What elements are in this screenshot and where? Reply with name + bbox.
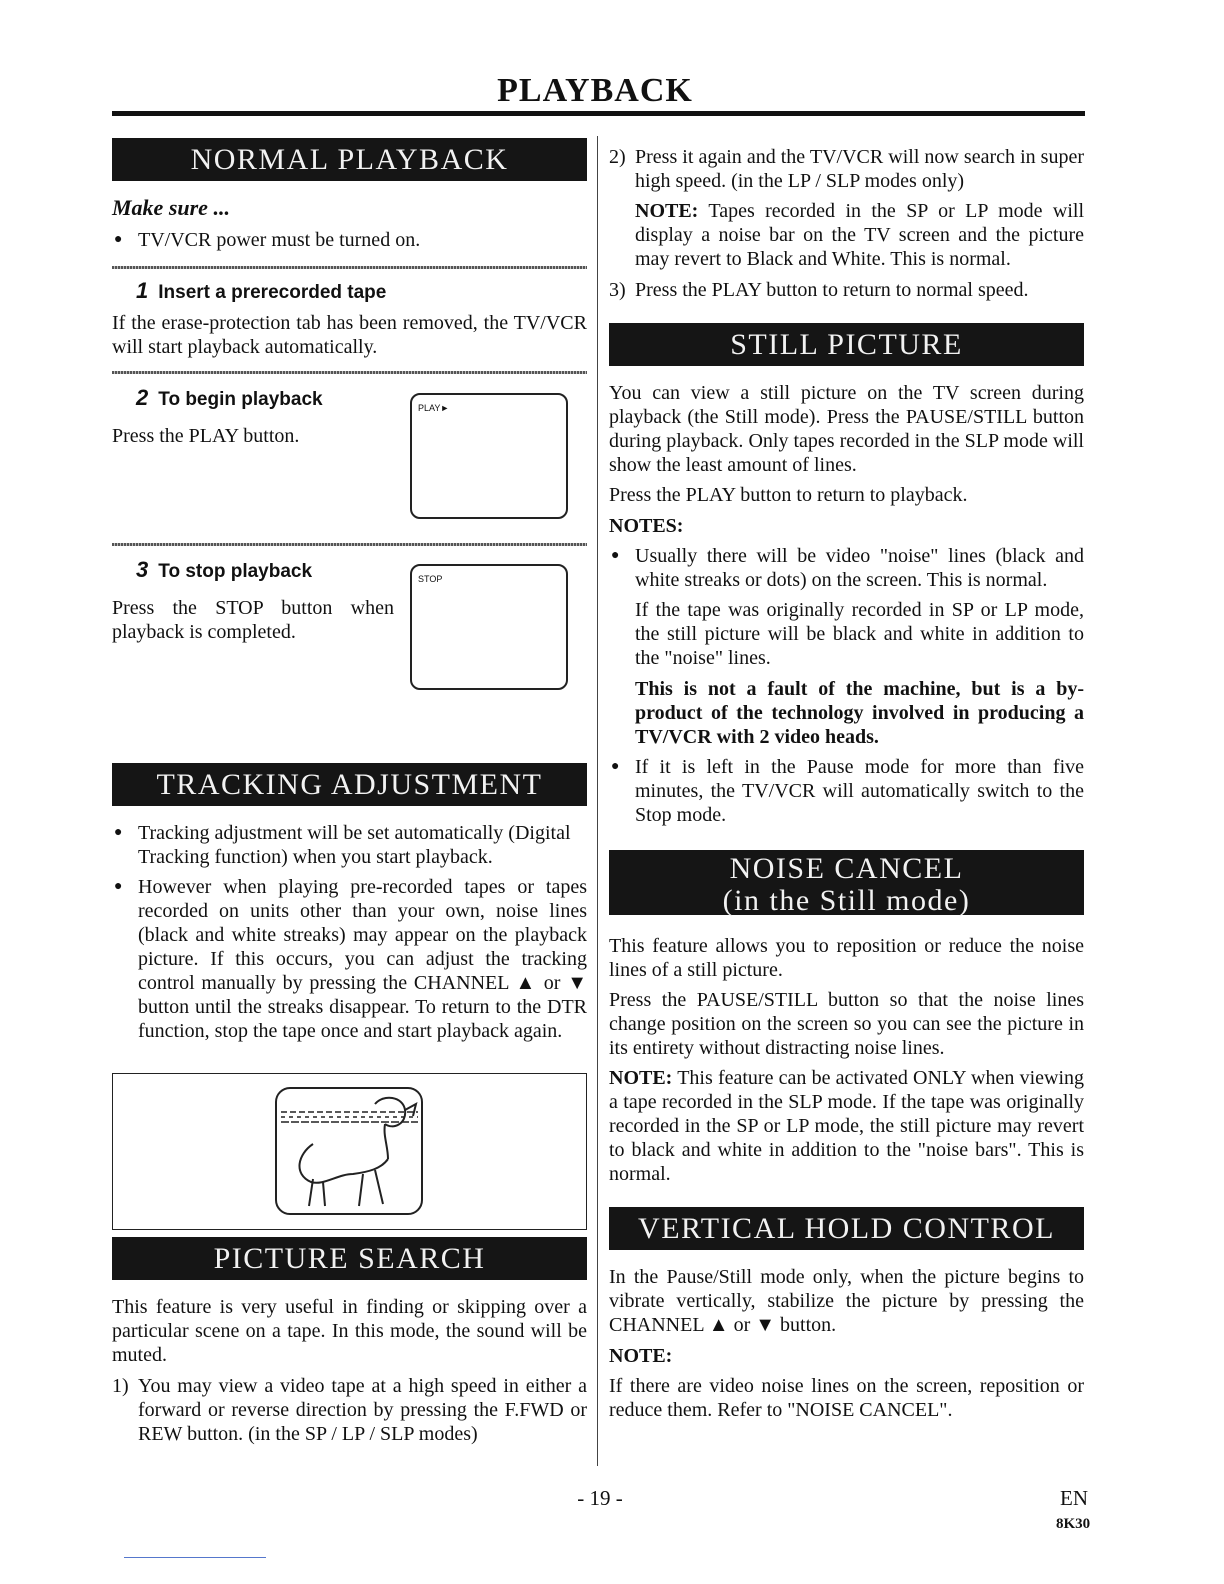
language-code: EN: [1060, 1486, 1088, 1510]
picture-search-note: NOTE: Tapes recorded in the SP or LP mode will display a noise bar on the TV screen and the picture may revert to Black and White. This is normal.: [635, 200, 1085, 270]
noise-cancel-note: NOTE: This feature can be activated ONLY when viewing a tape recorded in the SLP mode. If the tape was originally recorded in the SP or LP mode, the still picture may revert to black and white in addition to the "noise bars". This is normal.: [609, 1067, 1084, 1185]
tv-noise-illustration: [113, 1074, 586, 1229]
noise-cancel-banner-line2: (in the Still mode): [722, 884, 971, 917]
tracking-banner: TRACKING ADJUSTMENT: [112, 763, 587, 806]
model-code: 8K30: [1056, 1516, 1091, 1532]
bullet-icon: ●: [114, 232, 123, 247]
step2-text: Press the PLAY button.: [112, 425, 300, 447]
normal-playback-banner: NORMAL PLAYBACK: [112, 138, 587, 181]
picture-search-item-3: 3) Press the PLAY button to return to normal speed.: [609, 279, 1029, 301]
tracking-illustration-box: [112, 1073, 587, 1230]
bullet-icon: ●: [611, 548, 620, 563]
picture-search-item-2: 2) Press it again and the TV/VCR will now search in super high speed. (in the LP / SLP modes only): [609, 146, 1084, 192]
vertical-hold-note-label: NOTE:: [609, 1345, 673, 1367]
still-picture-para1: You can view a still picture on the TV screen during playback (the Still mode). Press the PAUSE/STILL button during playback. Only tapes recorded in the SLP mode will show the least amount of lines.: [609, 382, 1084, 476]
step2-heading: 2 To begin playback: [136, 385, 323, 410]
noise-cancel-banner: [609, 850, 1084, 915]
bullet-icon: ●: [114, 879, 123, 894]
still-note-2: ● If it is left in the Pause mode for more than five minutes, the TV/VCR will automatically switch to the Stop mode.: [611, 756, 1084, 826]
divider: [112, 266, 587, 269]
still-note-1c: This is not a fault of the machine, but is a by-product of the technology involved in producing a TV/VCR with 2 video heads.: [635, 678, 1084, 748]
page-number: - 19 -: [577, 1486, 623, 1510]
noise-cancel-para1: This feature allows you to reposition or reduce the noise lines of a still picture.: [609, 935, 1084, 981]
still-notes-label: NOTES:: [609, 515, 684, 537]
tracking-bullet-2: ● However when playing pre-recorded tapes or tapes recorded on units other than your own, noise lines (black and white streaks) may appear on the playback picture. If this occurs, you can adjust the tracking control manually by pressing the CHANNEL ▲ or ▼ button until the streaks disappear. To return to the DTR function, stop the tape once and start playback again.: [114, 876, 587, 1042]
picture-search-banner: PICTURE SEARCH: [112, 1237, 587, 1280]
still-note-1: ● Usually there will be video "noise" lines (black and white streaks or dots) on the screen. This is normal.: [611, 545, 1084, 591]
still-picture-banner: STILL PICTURE: [609, 323, 1084, 366]
divider: [112, 371, 587, 374]
divider: [112, 543, 587, 546]
bullet-icon: ●: [114, 825, 123, 840]
make-sure-item: ● TV/VCR power must be turned on.: [114, 229, 421, 251]
vertical-hold-banner: VERTICAL HOLD CONTROL: [609, 1207, 1084, 1250]
bullet-icon: ●: [611, 759, 620, 774]
footer-line: [124, 1557, 266, 1558]
play-screen-label: PLAY►: [418, 403, 450, 413]
stop-screen-label: STOP: [418, 574, 443, 584]
step3-heading: 3 To stop playback: [136, 557, 313, 582]
make-sure-heading: Make sure ...: [112, 195, 230, 220]
title-rule: [112, 111, 1085, 116]
column-divider: [597, 136, 598, 1466]
noise-cancel-banner-line1: NOISE CANCEL: [729, 852, 964, 885]
still-note-1b: If the tape was originally recorded in SP or LP mode, the still picture will be black and white in addition to the "noise" lines.: [635, 599, 1084, 669]
tv-outline: [276, 1088, 422, 1214]
picture-search-item-1: 1) You may view a video tape at a high speed in either a forward or reverse direction by pressing the F.FWD or REW button. (in the SP / LP / SLP modes): [112, 1375, 587, 1445]
vertical-hold-note: If there are video noise lines on the screen, reposition or reduce them. Refer to "NOISE CANCEL".: [609, 1375, 1084, 1421]
noise-cancel-para2: Press the PAUSE/STILL button so that the noise lines change position on the screen so you can see the picture in its entirety without distracting noise lines.: [609, 989, 1084, 1059]
step1-heading: 1 Insert a prerecorded tape: [136, 278, 387, 303]
tv-screen-stop: [410, 564, 568, 690]
tracking-bullet-1: ● Tracking adjustment will be set automatically (Digital Tracking function) when you start playback.: [114, 822, 571, 868]
still-picture-para2: Press the PLAY button to return to playback.: [609, 484, 968, 506]
tv-screen-play: [410, 393, 568, 519]
step3-text: Press the STOP button when playback is completed.: [112, 597, 394, 643]
step1-text: If the erase-protection tab has been removed, the TV/VCR will start playback automatically.: [112, 312, 587, 358]
page-title: PLAYBACK: [497, 72, 693, 109]
vertical-hold-para1: In the Pause/Still mode only, when the picture begins to vibrate vertically, stabilize the picture by pressing the CHANNEL ▲ or ▼ button.: [609, 1266, 1084, 1336]
picture-search-intro: This feature is very useful in finding or skipping over a particular scene on a tape. In this mode, the sound will be muted.: [112, 1296, 587, 1366]
